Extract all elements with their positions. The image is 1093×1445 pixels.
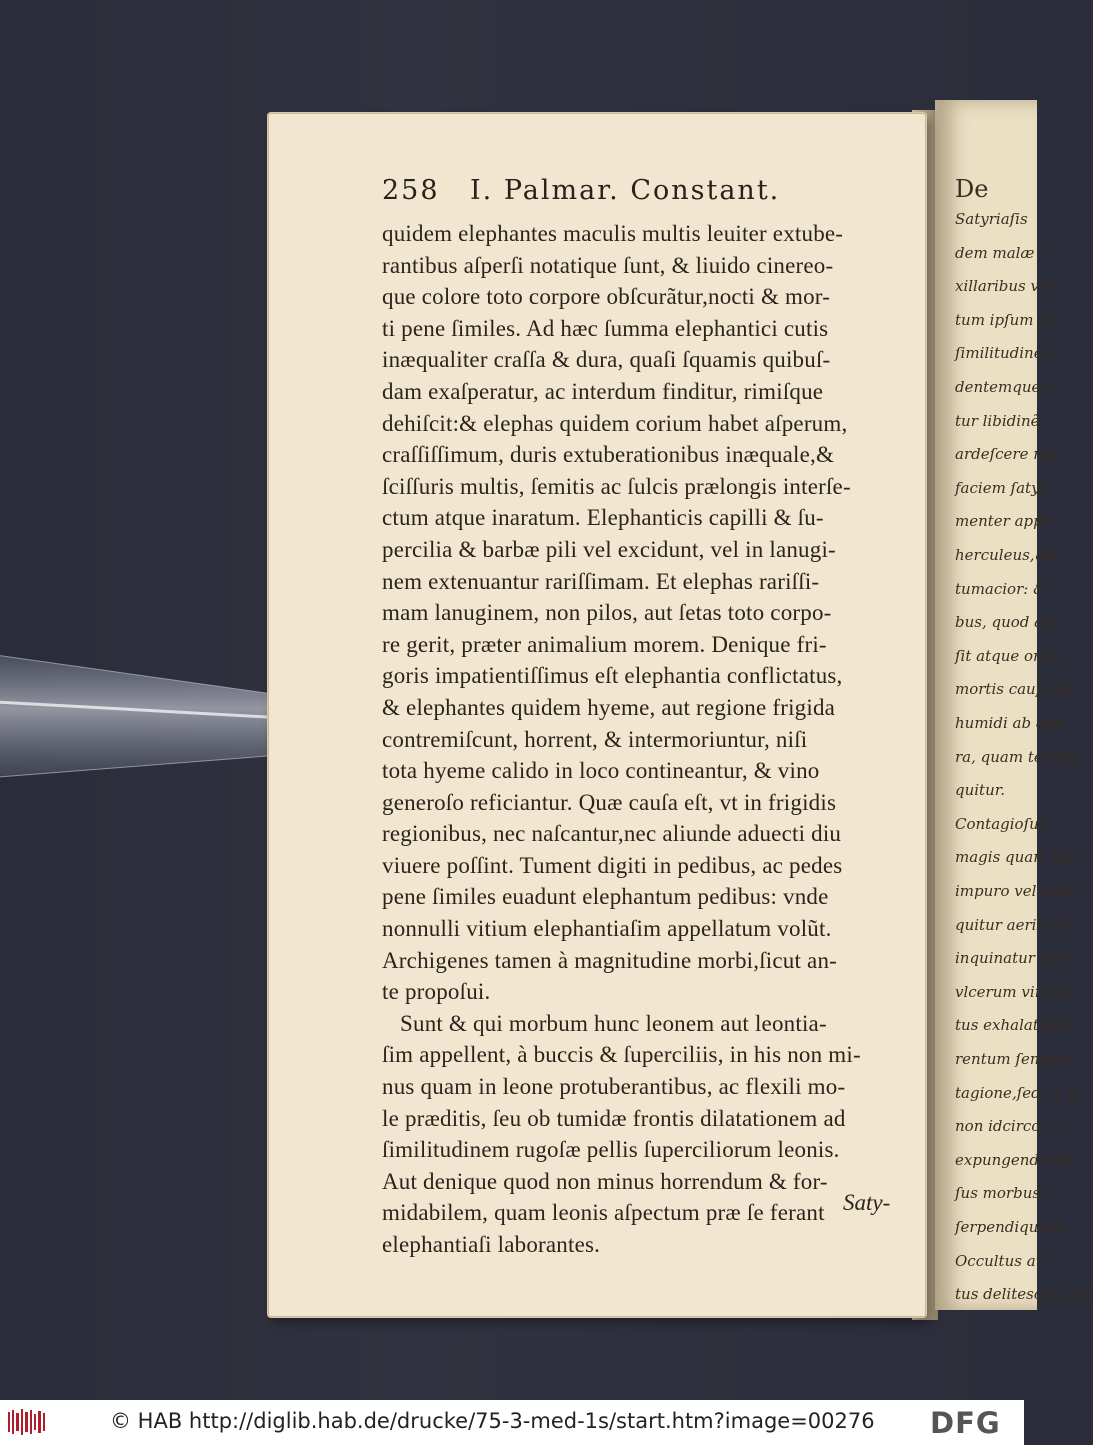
text-line: dam exaſperatur, ac interdum finditur, rimiſque xyxy=(382,378,824,404)
right-page-fragment: humidi ab alie xyxy=(955,714,1064,732)
text-line: ſim appellent, à buccis & ſuperciliis, in his non mi- xyxy=(382,1042,861,1068)
right-page-fragment: mortis cauſa du xyxy=(955,680,1075,699)
right-page-fragment: ſerpendique m xyxy=(955,1218,1067,1236)
running-head xyxy=(382,175,842,211)
right-page-fragment: impuro vel conc xyxy=(955,882,1077,900)
running-title: I. Palmar. Constant. xyxy=(470,175,781,206)
text-line: ti pene ſimiles. Ad hæc ſumma elephantici cutis xyxy=(382,315,829,341)
text-line: que colore toto corpore obſcurãtur,nocti & mor- xyxy=(382,284,831,310)
right-page-fragment: xillaribus vel xyxy=(955,277,1053,296)
hab-logo-icon xyxy=(6,1408,46,1436)
right-page-fragment: dem malæ c xyxy=(955,243,1048,262)
right-page-fragment: dentemque c xyxy=(955,378,1054,396)
text-line: quidem elephantes maculis multis leuiter extube- xyxy=(382,221,844,246)
text-line: rantibus aſperſi notatique ſunt, & liuido cinereo- xyxy=(382,252,834,278)
right-page-fragment: tus delitescat, pro xyxy=(955,1285,1093,1304)
text-line: contremiſcunt, horrent, & intermoriuntur, niſi xyxy=(382,726,808,752)
right-page-fragment: herculeus,qu xyxy=(955,546,1054,564)
text-line: ſciſſuris multis, ſemitis ac ſulcis prælongis interſe- xyxy=(382,473,851,499)
right-page-fragment: magis quam lues xyxy=(955,848,1084,867)
right-page-fragment: inquinatur aure xyxy=(955,949,1075,968)
text-line: viuere poſſint. Tument digiti in pedibus, ac pedes xyxy=(382,852,843,878)
right-page-fragment: expungenda eſt xyxy=(955,1150,1074,1169)
text-line: pene ſimiles euadunt elephantum pedibus: vnde xyxy=(382,884,829,910)
right-page-fragment: ardeſcere me xyxy=(955,445,1057,464)
copyright-link[interactable]: © HAB http://diglib.hab.de/drucke/75-3-med-1s/start.htm?image=00276 xyxy=(110,1409,875,1433)
right-page-fragment: non idcirco co xyxy=(955,1117,1063,1136)
text-line: nus quam in leone protuberantibus, ac flexili mo- xyxy=(382,1074,846,1100)
text-line: craſſiſſimum, duris extuberationibus inæquale,& xyxy=(382,442,835,468)
text-line: ſimilitudinem rugoſæ pellis ſuperciliorum leonis. xyxy=(382,1137,840,1163)
text-line: te propoſui. xyxy=(382,979,491,1005)
right-page-fragment: vlcerum virulen xyxy=(955,982,1075,1001)
text-line: mam lanuginem, non pilos, aut ſetas toto corpo- xyxy=(382,600,832,626)
text-line: re gerit, præter animalium morem. Denique fri- xyxy=(382,631,827,657)
right-page-edge xyxy=(935,100,1093,1310)
right-page-fragment: tum ipſum ef xyxy=(955,310,1053,329)
text-line: Aut denique quod non minus horrendum & for- xyxy=(382,1168,828,1194)
right-page-fragment: bus, quod ad xyxy=(955,613,1053,632)
right-page-fragment: ſimilitudine o xyxy=(955,344,1057,363)
text-line: Sunt & qui morbum hunc leonem aut leontia- xyxy=(400,1010,827,1036)
text-line: nonnulli vitium elephantiaſim appellatum volũt. xyxy=(382,916,832,942)
text-line: inæqualiter craſſa & dura, quaſi ſquamis quibuſ- xyxy=(382,347,831,373)
right-page-fragment: tumacior: & xyxy=(955,579,1047,598)
right-page-fragment: rentum ſemine, xyxy=(955,1050,1073,1068)
right-page-fragment: tur libidinẽ. xyxy=(955,411,1045,430)
dfg-logo: DFG xyxy=(930,1406,1001,1440)
right-page-fragment: menter appe xyxy=(955,512,1052,531)
catchword: Saty- xyxy=(843,1190,891,1215)
right-page-fragment: faciem ſatyr xyxy=(955,478,1047,497)
right-page-fragment: Contagioſus xyxy=(955,814,1047,833)
text-line: midabilem, quam leonis aſpectum præ ſe ferant xyxy=(382,1200,825,1226)
right-page-fragment: tus exhalatione. xyxy=(955,1016,1076,1035)
body-text xyxy=(382,218,907,1261)
text-line: percilia & barbæ pili vel excidunt, vel in lanugi- xyxy=(382,536,836,562)
text-line: nem extenuantur rariſſimam. Et elephas rariſſi- xyxy=(382,568,820,594)
right-page-fragment: tagione,ſed ex p xyxy=(955,1083,1078,1102)
text-line: Archigenes tamen à magnitudine morbi,ſicut an- xyxy=(382,947,838,973)
text-line: generoſo reficiantur. Quæ cauſa eſt, vt in frigidis xyxy=(382,789,837,815)
text-line: ctum atque inaratum. Elephanticis capilli & ſu- xyxy=(382,505,824,531)
text-line: regionibus, nec naſcantur,nec aliunde aduecti diu xyxy=(382,821,842,847)
right-page-fragment: quitur. xyxy=(955,781,1006,800)
right-page-fragment: quitur aeris inſ xyxy=(955,915,1069,934)
right-page-fragment: Occultus au xyxy=(955,1251,1046,1270)
footer-bar xyxy=(0,1400,1024,1445)
page-number: 258 xyxy=(382,175,440,206)
text-line: & elephantes quidem hyeme, aut regione frigida xyxy=(382,694,836,720)
right-page-fragment: ſus morbus, e xyxy=(955,1184,1059,1203)
right-page-fragment: ſit atque omni xyxy=(955,646,1062,665)
text-line: dehiſcit:& elephas quidem corium habet aſperum, xyxy=(382,410,848,436)
text-line: elephantiaſi laborantes. xyxy=(382,1232,601,1257)
right-page-fragment: Satyriaſis xyxy=(955,210,1028,228)
text-line: goris impatientiſſimus eſt elephantia conflictatus, xyxy=(382,663,843,689)
right-page-fragment: ra, quam terren xyxy=(955,747,1076,766)
text-line: tota hyeme calido in loco contineantur, & vino xyxy=(382,758,820,784)
right-page-fragment: De xyxy=(955,175,989,203)
text-line: le præditis, ſeu ob tumidæ frontis dilatationem ad xyxy=(382,1105,846,1131)
